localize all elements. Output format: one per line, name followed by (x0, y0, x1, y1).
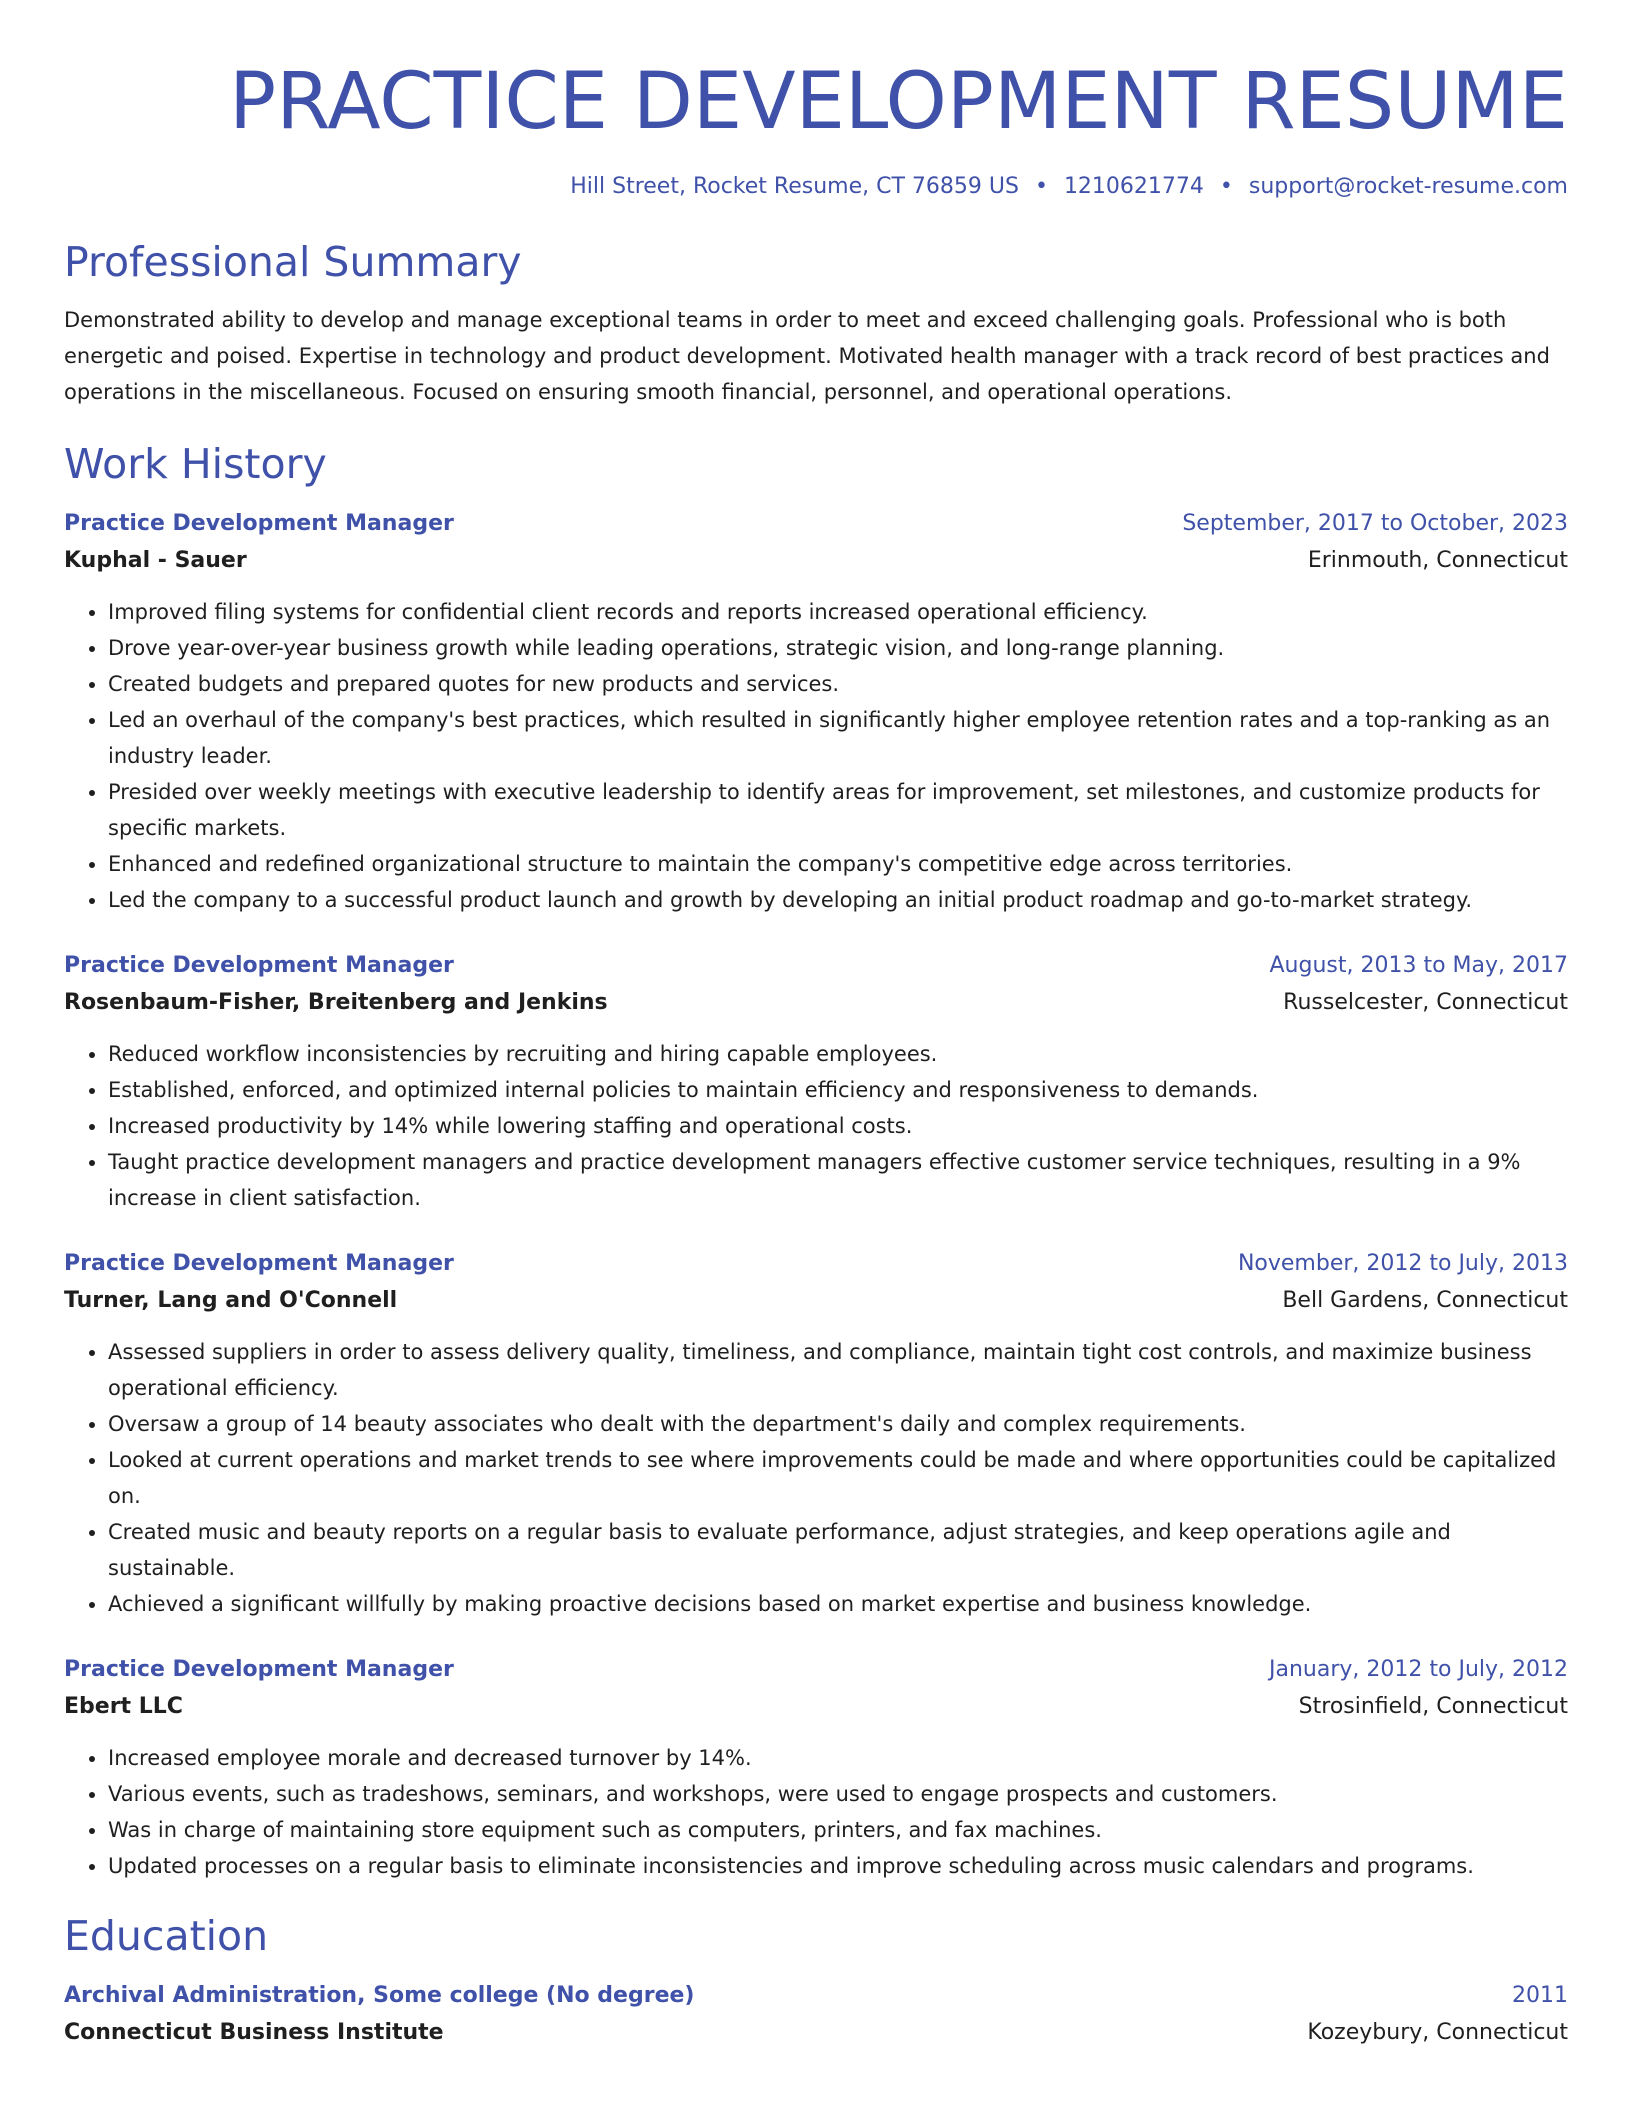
job-bullet: • Drove year-over-year business growth while leading operations, strategic vision, and long-range planning. (108, 630, 1568, 666)
job-entry (64, 506, 1568, 918)
job-bullet-list (64, 1036, 1568, 1216)
job-entry (64, 1246, 1568, 1622)
job-dates: November, 2012 to July, 2013 (1237, 1251, 1568, 1276)
section-title-work-history: Work History (64, 440, 327, 488)
contact-separator: • (1034, 174, 1048, 199)
job-role: Practice Development Manager (64, 511, 454, 536)
job-entry (64, 1652, 1568, 1884)
summary-text: Demonstrated ability to develop and manage exceptional teams in order to meet and exceed challenging goals. Professional who is both energetic and poised. Expertise in technology and product development. Motivated health manager with a track record of best practices and operations in the miscellaneous. Focused on ensuring smooth financial, personnel, and operational operations. (64, 308, 1550, 404)
job-bullet-list (64, 594, 1568, 918)
section-title-summary: Professional Summary (64, 238, 522, 286)
job-bullet: • Established, enforced, and optimized internal policies to maintain efficiency and responsiveness to demands. (108, 1072, 1568, 1108)
job-bullet: • Increased employee morale and decreased turnover by 14%. (108, 1740, 1568, 1776)
job-bullet: • Created music and beauty reports on a regular basis to evaluate performance, adjust strategies, and keep operations agile and sustainable. (108, 1514, 1568, 1586)
education-entry (64, 1978, 1568, 2052)
contact-separator: • (1219, 174, 1233, 199)
job-role: Practice Development Manager (64, 953, 454, 978)
job-bullet: • Improved filing systems for confidential client records and reports increased operational efficiency. (108, 594, 1568, 630)
resume-title: PRACTICE DEVELOPMENT RESUME (229, 57, 1568, 147)
job-dates: January, 2012 to July, 2012 (1269, 1657, 1568, 1682)
job-location: Erinmouth, Connecticut (1307, 548, 1568, 573)
job-bullet: • Led an overhaul of the company's best practices, which resulted in significantly higher employee retention rates and a top-ranking as an industry leader. (108, 702, 1568, 774)
job-header-row (64, 948, 1568, 984)
job-company-row (64, 984, 1568, 1022)
section-title-education: Education (64, 1912, 269, 1960)
job-bullet: • Reduced workflow inconsistencies by recruiting and hiring capable employees. (108, 1036, 1568, 1072)
job-company: Kuphal - Sauer (64, 548, 247, 573)
job-header-row (64, 1652, 1568, 1688)
education-school: Connecticut Business Institute (64, 2020, 444, 2045)
job-role: Practice Development Manager (64, 1251, 454, 1276)
job-bullet: • Assessed suppliers in order to assess delivery quality, timeliness, and compliance, maintain tight cost controls, and maximize business operational efficiency. (108, 1334, 1568, 1406)
job-bullet: • Led the company to a successful product launch and growth by developing an initial product roadmap and go-to-market strategy. (108, 882, 1568, 918)
education-location: Kozeybury, Connecticut (1307, 2020, 1568, 2045)
contact-phone: 1210621774 (1063, 174, 1204, 199)
job-bullet-list (64, 1334, 1568, 1622)
education-year: 2011 (1512, 1983, 1568, 2008)
job-dates: August, 2013 to May, 2017 (1269, 953, 1568, 978)
job-bullet: • Increased productivity by 14% while lowering staffing and operational costs. (108, 1108, 1568, 1144)
contact-line (64, 172, 1568, 202)
contact-email[interactable]: support@rocket-resume.com (1248, 174, 1568, 199)
job-company: Ebert LLC (64, 1694, 183, 1719)
job-company-row (64, 1282, 1568, 1320)
job-dates: September, 2017 to October, 2023 (1182, 511, 1568, 536)
job-bullet: • Achieved a significant willfully by making proactive decisions based on market expertise and business knowledge. (108, 1586, 1568, 1622)
education-degree: Archival Administration, Some college (No degree) (64, 1983, 695, 2008)
job-company-row (64, 1688, 1568, 1726)
education-school-row (64, 2014, 1568, 2052)
job-bullet: • Presided over weekly meetings with executive leadership to identify areas for improvement, set milestones, and customize products for specific markets. (108, 774, 1568, 846)
job-company: Rosenbaum-Fisher, Breitenberg and Jenkins (64, 990, 608, 1015)
job-location: Russelcester, Connecticut (1283, 990, 1568, 1015)
job-bullet: • Enhanced and redefined organizational structure to maintain the company's competitive edge across territories. (108, 846, 1568, 882)
education-header-row (64, 1978, 1568, 2014)
job-bullet: • Taught practice development managers and practice development managers effective customer service techniques, resulting in a 9% increase in client satisfaction. (108, 1144, 1568, 1216)
job-bullet-list (64, 1740, 1568, 1884)
job-bullet: • Was in charge of maintaining store equipment such as computers, printers, and fax machines. (108, 1812, 1568, 1848)
job-header-row (64, 1246, 1568, 1282)
job-location: Bell Gardens, Connecticut (1282, 1288, 1568, 1313)
job-company: Turner, Lang and O'Connell (64, 1288, 398, 1313)
job-bullet: • Oversaw a group of 14 beauty associates who dealt with the department's daily and complex requirements. (108, 1406, 1568, 1442)
job-bullet: • Various events, such as tradeshows, seminars, and workshops, were used to engage prospects and customers. (108, 1776, 1568, 1812)
contact-address: Hill Street, Rocket Resume, CT 76859 US (570, 174, 1019, 199)
job-entry (64, 948, 1568, 1216)
job-header-row (64, 506, 1568, 542)
job-company-row (64, 542, 1568, 580)
job-bullet: • Looked at current operations and market trends to see where improvements could be made and where opportunities could be capitalized on. (108, 1442, 1568, 1514)
job-bullet: • Updated processes on a regular basis to eliminate inconsistencies and improve scheduling across music calendars and programs. (108, 1848, 1568, 1884)
job-bullet: • Created budgets and prepared quotes for new products and services. (108, 666, 1568, 702)
job-role: Practice Development Manager (64, 1657, 454, 1682)
job-location: Strosinfield, Connecticut (1298, 1694, 1568, 1719)
